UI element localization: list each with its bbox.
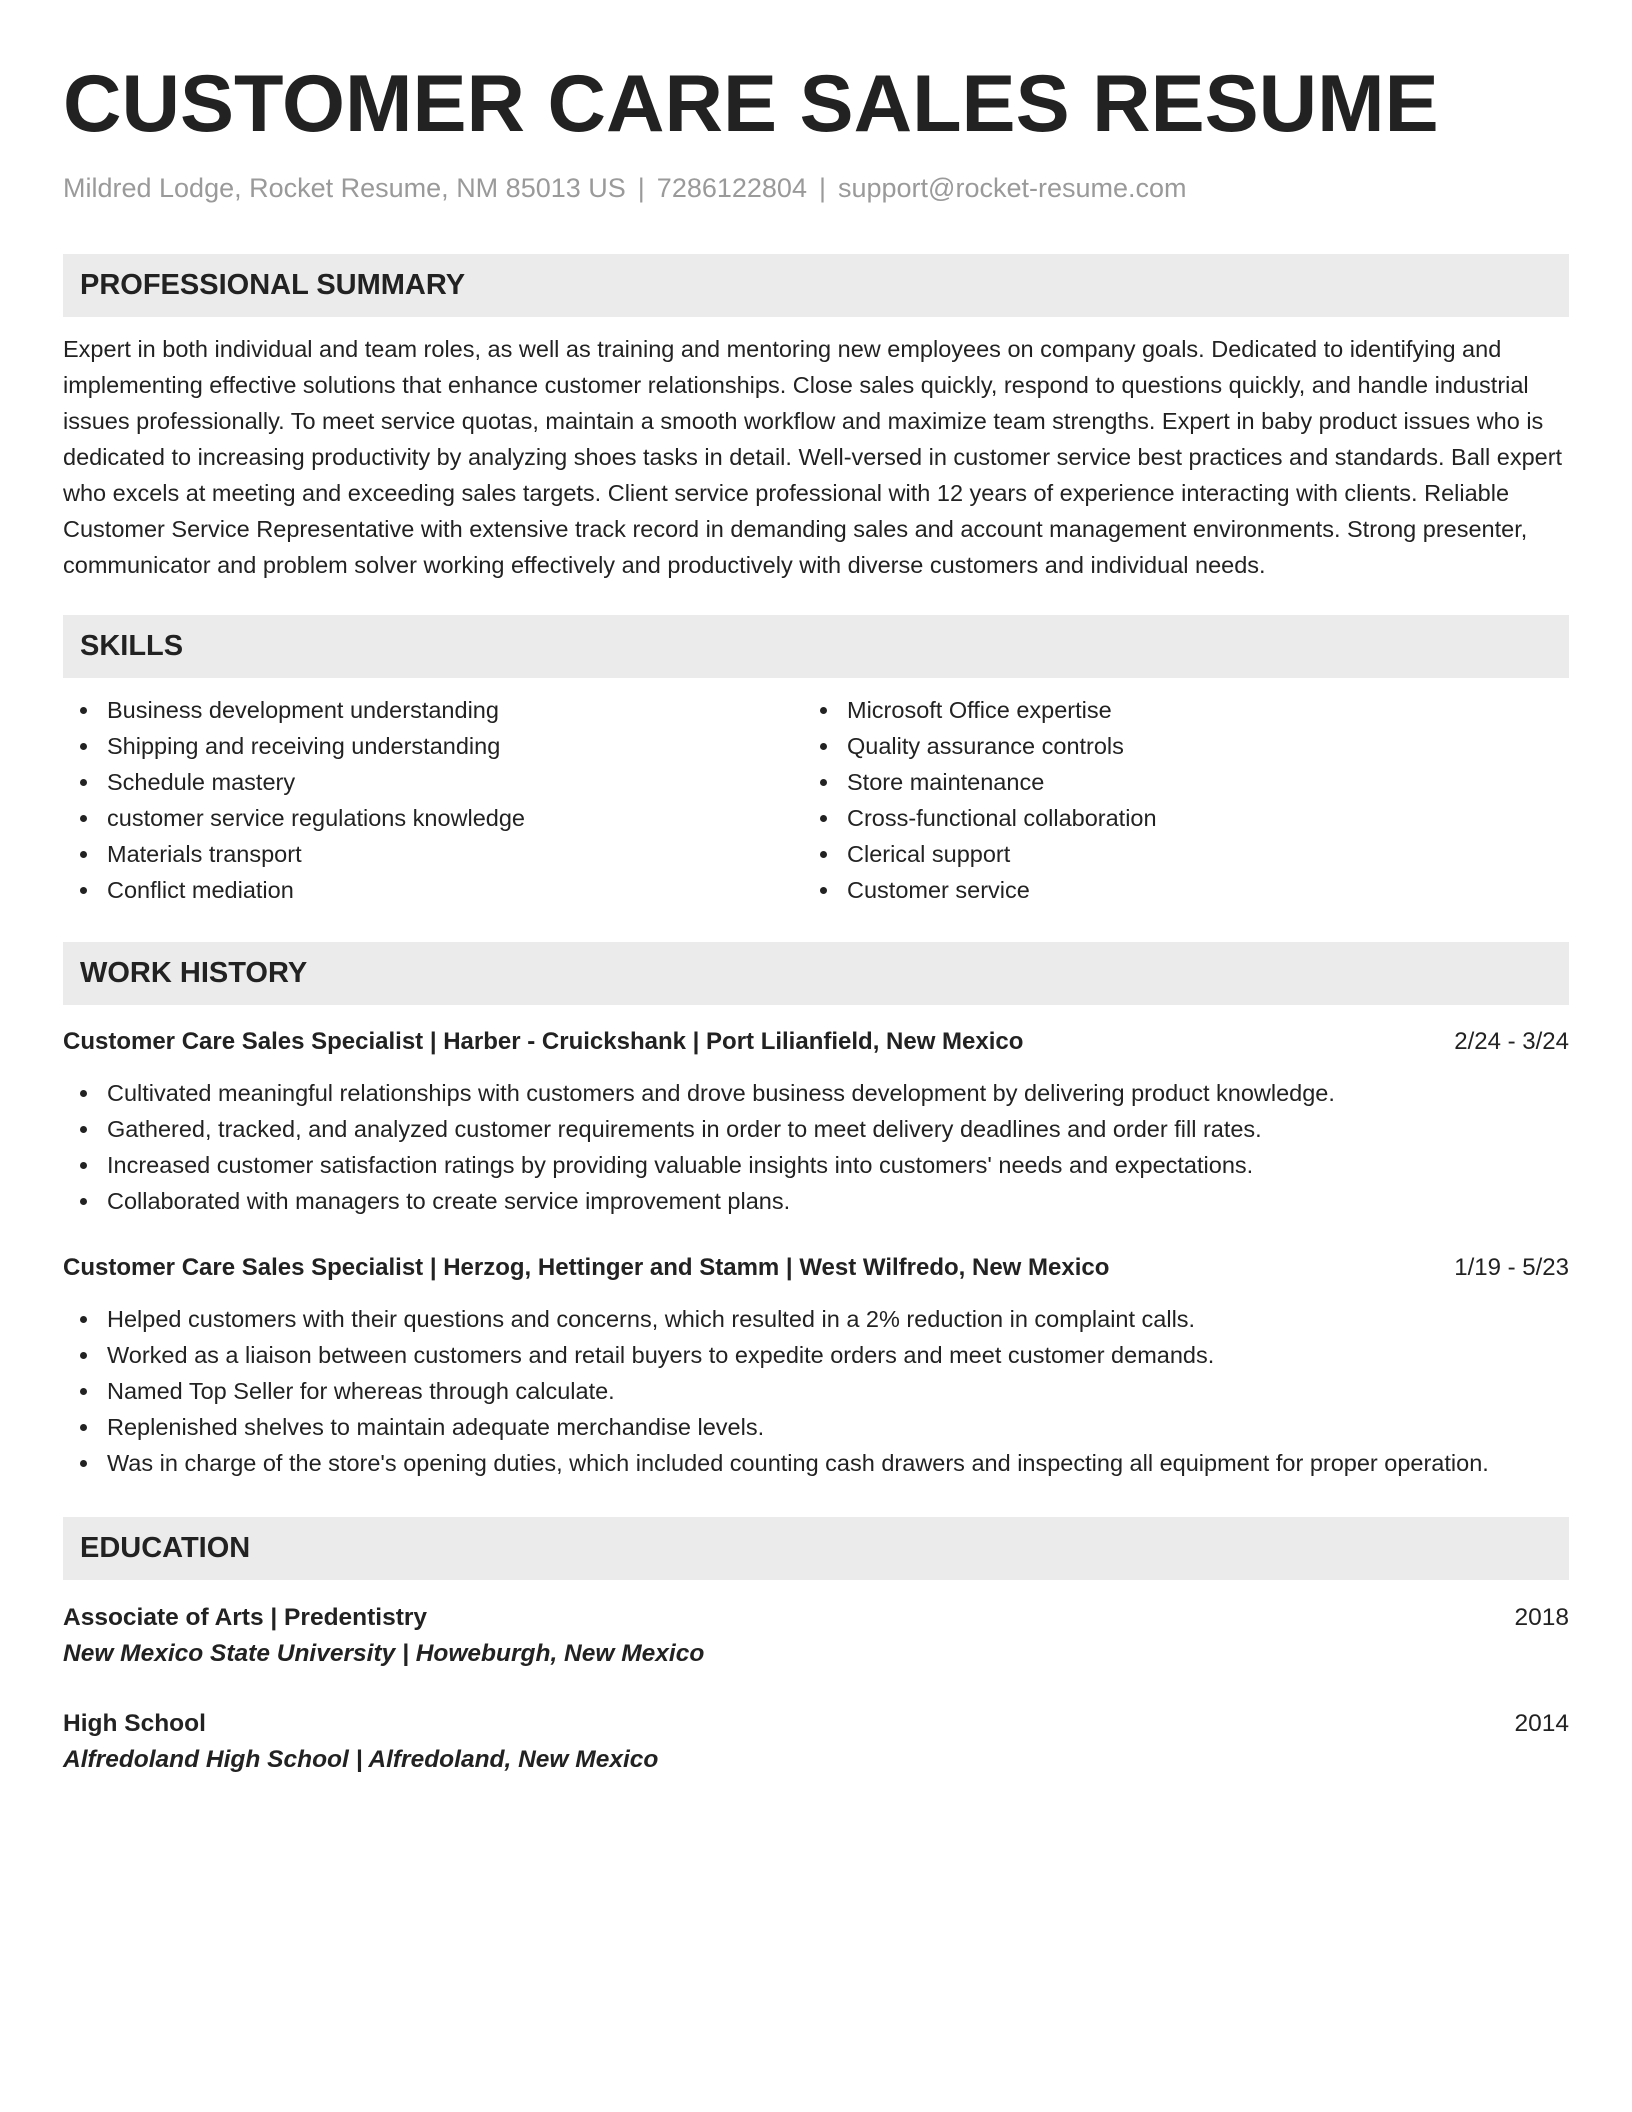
contact-email: support@rocket-resume.com [837, 173, 1187, 203]
job-bullet: Helped customers with their questions and concerns, which resulted in a 2% reduction in complaint calls. [63, 1301, 1569, 1337]
skill-item: Business development understanding [63, 692, 803, 728]
skill-item: Materials transport [63, 836, 803, 872]
job-bullet-list [63, 1075, 1569, 1219]
skills-grid [63, 692, 1569, 908]
section-header-skills: SKILLS [63, 615, 1569, 678]
job-heading [63, 1025, 1569, 1059]
skill-item: Schedule mastery [63, 764, 803, 800]
skills-column-left [63, 692, 803, 908]
job-entry [63, 1251, 1569, 1481]
education-degree: Associate of Arts | Predentistry [63, 1604, 428, 1631]
contact-phone: 7286122804 [656, 173, 807, 203]
education-entry [63, 1600, 1569, 1672]
contact-address: Mildred Lodge, Rocket Resume, NM 85013 US [63, 173, 626, 203]
skill-item: Store maintenance [803, 764, 1543, 800]
job-bullet: Cultivated meaningful relationships with customers and drove business development by delivering product knowledge. [63, 1075, 1569, 1111]
skill-item: Customer service [803, 872, 1543, 908]
education-year: 2014 [1514, 1710, 1569, 1737]
job-bullet: Was in charge of the store's opening duties, which included counting cash drawers and inspecting all equipment for proper operation. [63, 1445, 1569, 1481]
education-degree: High School [63, 1710, 206, 1737]
contact-separator: | [637, 173, 645, 203]
job-title: Customer Care Sales Specialist | Harber - Cruickshank | Port Lilianfield, New Mexico [63, 1028, 1024, 1055]
education-school: Alfredoland High School | Alfredoland, New Mexico [63, 1746, 659, 1773]
skills-column-right [803, 692, 1543, 908]
education-heading [63, 1600, 1569, 1636]
job-bullet-list [63, 1301, 1569, 1481]
job-bullet: Gathered, tracked, and analyzed customer requirements in order to meet delivery deadlines and order fill rates. [63, 1111, 1569, 1147]
education-heading [63, 1706, 1569, 1742]
job-dates: 1/19 - 5/23 [1454, 1254, 1569, 1281]
job-bullet: Replenished shelves to maintain adequate merchandise levels. [63, 1409, 1569, 1445]
education-year: 2018 [1514, 1604, 1569, 1631]
skill-item: Microsoft Office expertise [803, 692, 1543, 728]
section-header-work-history: WORK HISTORY [63, 942, 1569, 1005]
professional-summary-text: Expert in both individual and team roles, as well as training and mentoring new employees on company goals. Dedicated to identifying and implementing effective solutions that enhance customer relationships. Close sales quickly, respond to questions quickly, and handle industrial issues professionally. To meet service quotas, maintain a smooth workflow and maximize team strengths. Expert in baby product issues who is dedicated to increasing productivity by analyzing shoes tasks in detail. Well-versed in customer service best practices and standards. Ball expert who excels at meeting and exceeding sales targets. Client service professional with 12 years of experience interacting with clients. Reliable Customer Service Representative with extensive track record in demanding sales and account management environments. Strong presenter, communicator and problem solver working effectively and productively with diverse customers and individual needs. [63, 336, 1563, 578]
job-entry [63, 1025, 1569, 1219]
skill-item: Shipping and receiving understanding [63, 728, 803, 764]
job-bullet: Collaborated with managers to create service improvement plans. [63, 1183, 1569, 1219]
job-title: Customer Care Sales Specialist | Herzog, Hettinger and Stamm | West Wilfredo, New Mexico [63, 1254, 1110, 1281]
contact-separator: | [818, 173, 826, 203]
skill-item: Clerical support [803, 836, 1543, 872]
skill-item: Cross-functional collaboration [803, 800, 1543, 836]
contact-line [63, 172, 1569, 204]
job-dates: 2/24 - 3/24 [1454, 1028, 1569, 1055]
section-header-education: EDUCATION [63, 1517, 1569, 1580]
skill-item: Conflict mediation [63, 872, 803, 908]
education-school: New Mexico State University | Howeburgh, New Mexico [63, 1640, 705, 1667]
section-header-professional-summary: PROFESSIONAL SUMMARY [63, 254, 1569, 317]
job-bullet: Worked as a liaison between customers and retail buyers to expedite orders and meet customer demands. [63, 1337, 1569, 1373]
skill-item: Quality assurance controls [803, 728, 1543, 764]
education-entry [63, 1706, 1569, 1778]
job-heading [63, 1251, 1569, 1285]
job-bullet: Named Top Seller for whereas through calculate. [63, 1373, 1569, 1409]
resume-title: CUSTOMER CARE SALES RESUME [63, 59, 1439, 149]
skill-item: customer service regulations knowledge [63, 800, 803, 836]
job-bullet: Increased customer satisfaction ratings by providing valuable insights into customers' needs and expectations. [63, 1147, 1569, 1183]
